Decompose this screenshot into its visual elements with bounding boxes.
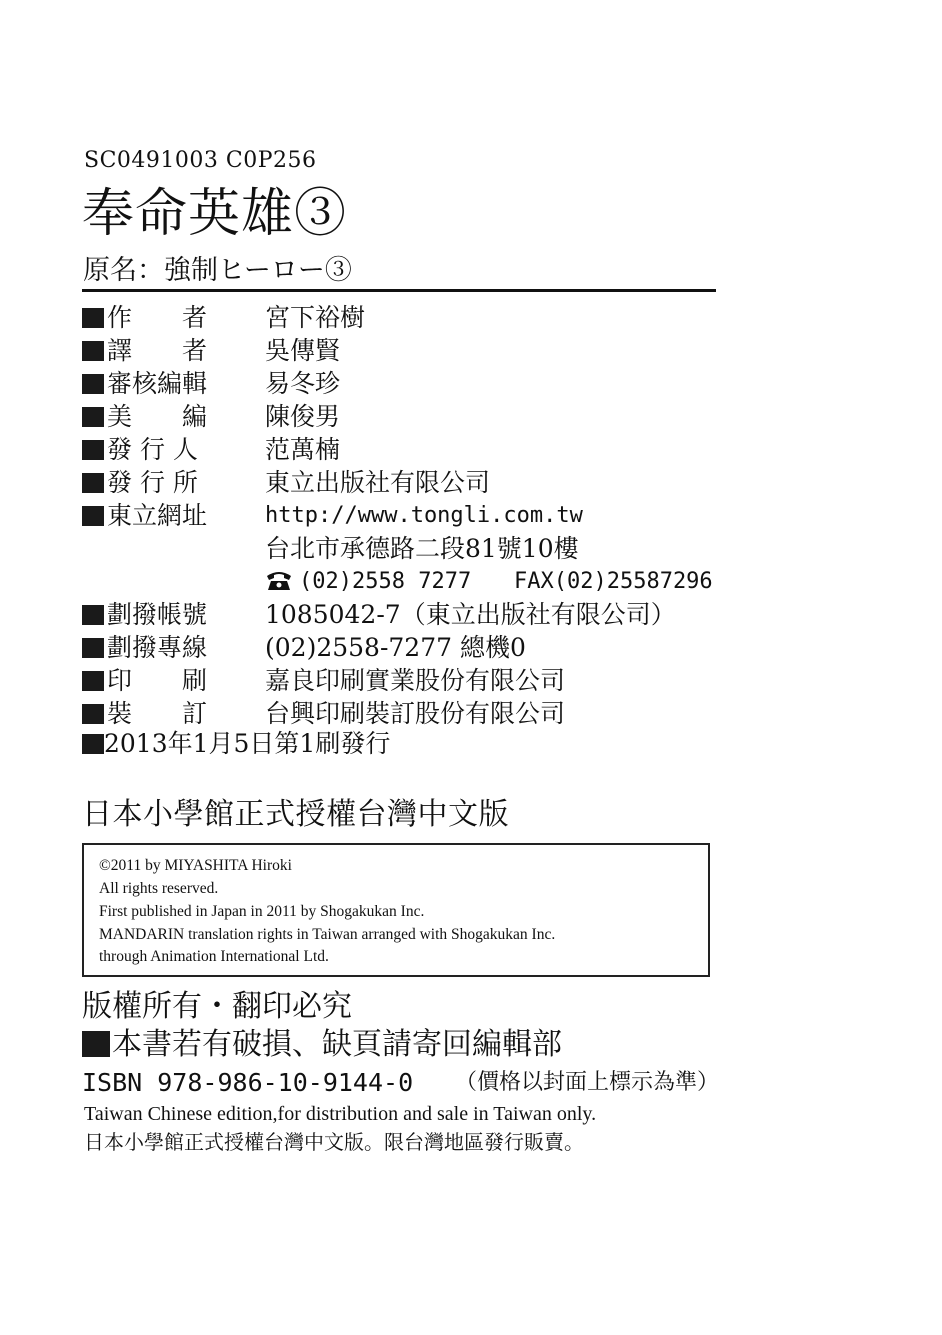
credit-label: 裝 訂 <box>107 699 208 728</box>
bullet-square <box>82 407 104 427</box>
price-note: （價格以封面上標示為準） <box>455 1070 720 1095</box>
copyright-box <box>82 843 710 977</box>
credit-label: 發 行 人 <box>107 435 198 464</box>
copyright-line: through Animation International Ltd. <box>99 948 329 965</box>
distribution-english: Taiwan Chinese edition,for distribution and sale in Taiwan only. <box>84 1103 597 1125</box>
publication-date-text: 2013年1月5日第1刷發行 <box>104 729 391 758</box>
bullet-square <box>82 605 104 625</box>
telephone-icon <box>265 569 293 591</box>
bullet-square <box>82 1031 110 1057</box>
isbn: ISBN 978-986-10-9144-0 <box>82 1068 414 1097</box>
copyright-line: All rights reserved. <box>99 880 219 897</box>
copyright-line: ©2011 by MIYASHITA Hiroki <box>99 857 292 874</box>
fax-number: FAX(02)25587296 <box>514 569 713 594</box>
address: 台北市承德路二段81號10樓 <box>265 534 579 563</box>
bullet-square <box>82 638 104 658</box>
credit-value: 東立出版社有限公司 <box>265 468 491 497</box>
website-url[interactable]: http://www.tongli.com.tw <box>265 503 583 528</box>
credit-value: 宮下裕樹 <box>265 303 366 332</box>
credit-value: 范萬楠 <box>265 435 341 464</box>
credit-value: 嘉良印刷實業股份有限公司 <box>265 666 566 695</box>
credit-label: 印 刷 <box>107 666 208 695</box>
credit-label: 審核編輯 <box>107 369 208 398</box>
copyright-line: First published in Japan in 2011 by Shogakukan Inc. <box>99 903 425 920</box>
credit-value: 陳俊男 <box>265 402 341 431</box>
bullet-square <box>82 734 104 754</box>
bullet-square <box>82 473 104 493</box>
credit-label: 劃撥帳號 <box>107 600 208 629</box>
book-title: 奉命英雄③ <box>82 184 348 244</box>
credit-label: 東立網址 <box>107 501 208 530</box>
product-code: SC0491003 C0P256 <box>84 148 317 173</box>
bullet-square <box>82 341 104 361</box>
phone <box>265 566 471 598</box>
original-title: 原名：強制ヒーロー③ <box>83 255 352 286</box>
credit-value: (02)2558-7277 總機0 <box>265 633 526 662</box>
credit-label: 美 編 <box>107 402 208 431</box>
credit-label: 譯 者 <box>107 336 208 365</box>
credit-value: 1085042-7（東立出版社有限公司） <box>265 600 676 629</box>
credit-value: 易冬珍 <box>265 369 341 398</box>
credit-value: 吳傳賢 <box>265 336 341 365</box>
bullet-square <box>82 440 104 460</box>
authorization-statement: 日本小學館正式授權台灣中文版 <box>82 797 509 832</box>
bullet-square <box>82 671 104 691</box>
credit-label: 發 行 所 <box>107 468 198 497</box>
copyright-line: MANDARIN translation rights in Taiwan arranged with Shogakukan Inc. <box>99 926 556 943</box>
phone-number: (02)2558 7277 <box>299 569 472 594</box>
credit-value: 台興印刷裝訂股份有限公司 <box>265 699 566 728</box>
credit-label: 劃撥專線 <box>107 633 208 662</box>
title-divider <box>82 289 716 292</box>
bullet-square <box>82 506 104 526</box>
distribution-chinese: 日本小學館正式授權台灣中文版。限台灣地區發行販賣。 <box>84 1130 584 1154</box>
bullet-square <box>82 704 104 724</box>
damage-notice-text: 本書若有破損、缺頁請寄回編輯部 <box>112 1027 562 1062</box>
damage-notice <box>82 1026 562 1064</box>
publication-date <box>82 728 390 760</box>
rights-reserved: 版權所有・翻印必究 <box>82 989 352 1024</box>
credit-label: 作 者 <box>107 303 208 332</box>
bullet-square <box>82 308 104 328</box>
bullet-square <box>82 374 104 394</box>
